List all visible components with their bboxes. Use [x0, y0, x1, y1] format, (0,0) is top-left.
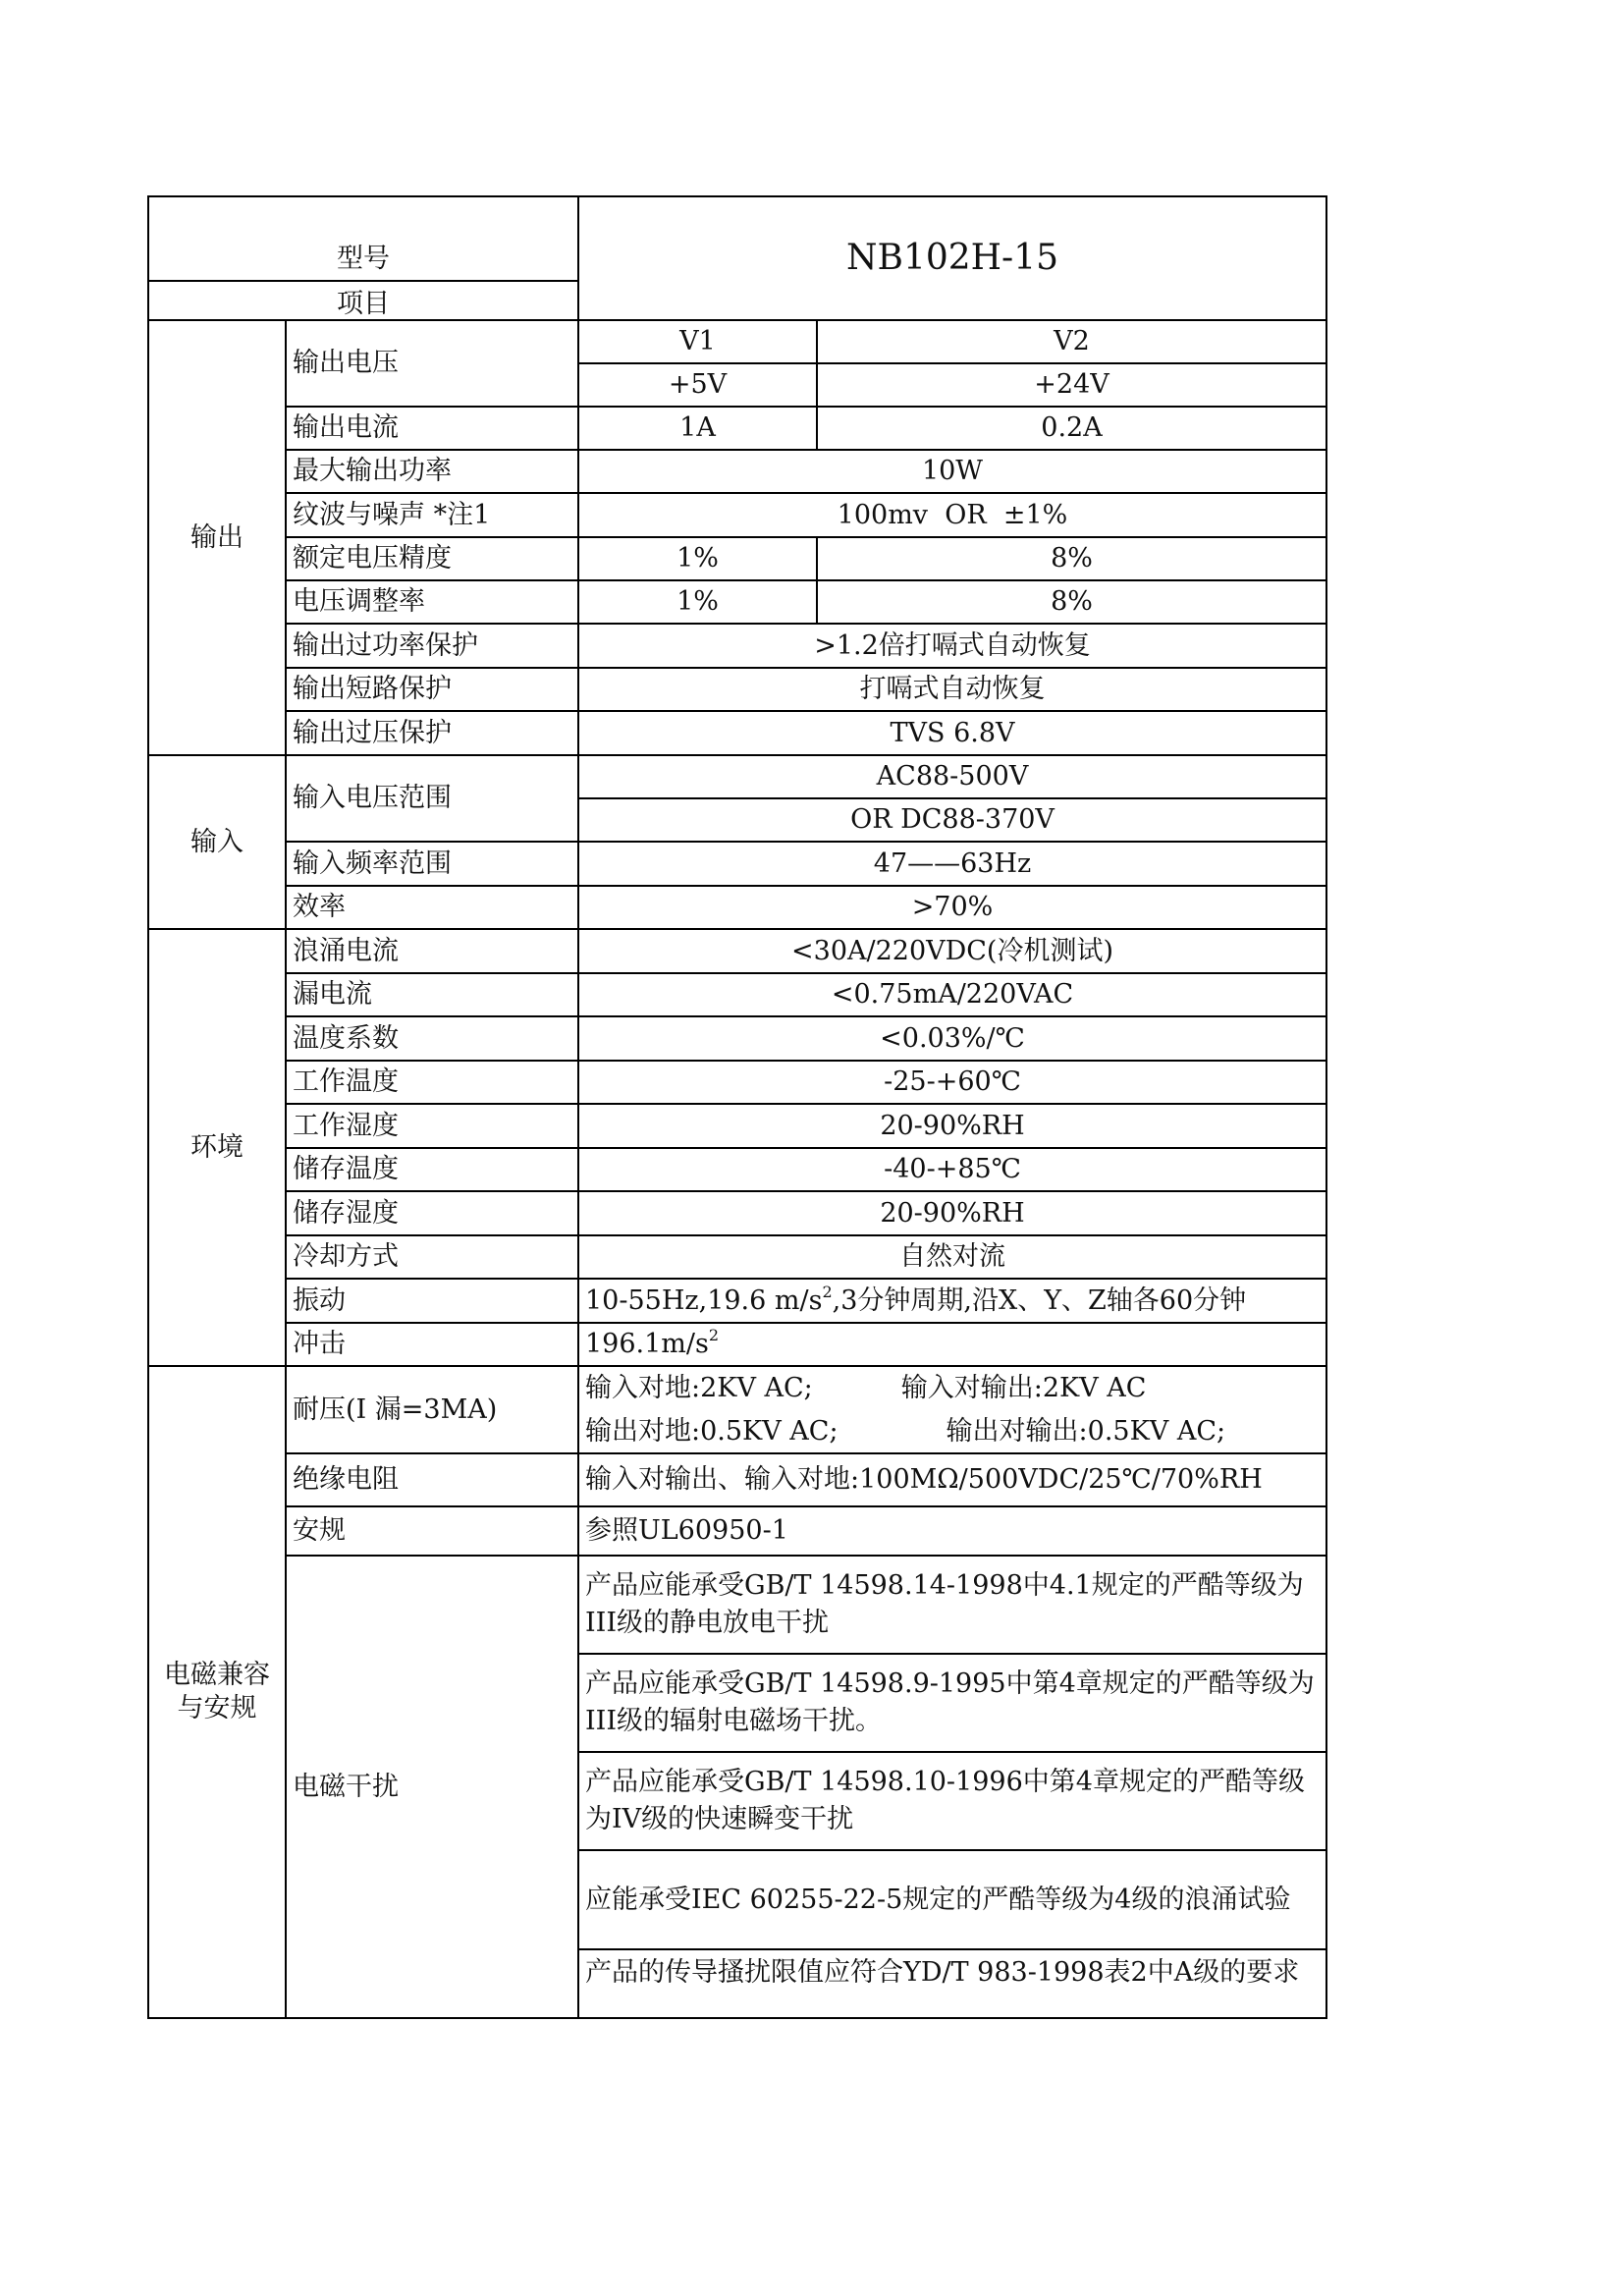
- v2-accuracy: 8%: [817, 537, 1326, 580]
- input-voltage-range-ac: AC88-500V: [578, 755, 1326, 798]
- cooling-value: 自然对流: [578, 1235, 1326, 1279]
- v1-accuracy: 1%: [578, 537, 817, 580]
- withstand-input-ground: 输入对地:2KV AC;: [585, 1373, 813, 1404]
- input-frequency-value: 47——63Hz: [578, 842, 1326, 886]
- category-environment: 环境: [148, 929, 286, 1366]
- vibration-value: [578, 1279, 1326, 1323]
- overpower-value: >1.2倍打嗝式自动恢复: [578, 624, 1326, 668]
- storage-humidity-value: 20-90%RH: [578, 1191, 1326, 1235]
- v1-regulation: 1%: [578, 580, 817, 624]
- insulation-label: 绝缘电阻: [286, 1453, 578, 1506]
- input-frequency-label: 输入频率范围: [286, 842, 578, 886]
- overpower-label: 输出过功率保护: [286, 624, 578, 668]
- storage-temp-label: 储存温度: [286, 1148, 578, 1191]
- shock-value: [578, 1323, 1326, 1366]
- shock-text: 196.1m/s: [585, 1329, 709, 1360]
- item-label: 项目: [148, 281, 578, 320]
- v2-regulation: 8%: [817, 580, 1326, 624]
- cooling-label: 冷却方式: [286, 1235, 578, 1279]
- efficiency-label: 效率: [286, 886, 578, 929]
- v2-voltage: +24V: [817, 363, 1326, 407]
- output-current-label: 输出电流: [286, 407, 578, 450]
- output-voltage-label: 输出电压: [286, 320, 578, 407]
- withstand-voltage-label: 耐压(I 漏=3MA): [286, 1366, 578, 1453]
- model-label: 型号: [148, 196, 578, 281]
- v1-current: 1A: [578, 407, 817, 450]
- max-power-value: 10W: [578, 450, 1326, 493]
- withstand-row-1: [578, 1366, 1326, 1410]
- emi-item-eft: 产品应能承受GB/T 14598.10-1996中第4章规定的严酷等级为IV级的快速瞬变干扰: [578, 1752, 1326, 1850]
- withstand-row-2: [578, 1410, 1326, 1453]
- temp-coefficient-value: <0.03%/℃: [578, 1016, 1326, 1061]
- emi-item-radiated: 产品应能承受GB/T 14598.9-1995中第4章规定的严酷等级为III级的辐射电磁场干扰。: [578, 1654, 1326, 1752]
- storage-humidity-label: 储存湿度: [286, 1191, 578, 1235]
- storage-temp-value: -40-+85℃: [578, 1148, 1326, 1191]
- shock-exponent: 2: [708, 1326, 720, 1345]
- work-humidity-label: 工作湿度: [286, 1104, 578, 1148]
- safety-value: 参照UL60950-1: [578, 1506, 1326, 1556]
- channel-v1-header: V1: [578, 320, 817, 363]
- regulation-label: 电压调整率: [286, 580, 578, 624]
- short-circuit-value: 打嗝式自动恢复: [578, 668, 1326, 711]
- category-input: 输入: [148, 755, 286, 929]
- efficiency-value: >70%: [578, 886, 1326, 929]
- insulation-value: 输入对输出、输入对地:100MΩ/500VDC/25℃/70%RH: [578, 1453, 1326, 1506]
- ripple-label: 纹波与噪声 *注1: [286, 493, 578, 537]
- vibration-exponent: 2: [822, 1282, 833, 1301]
- leakage-label: 漏电流: [286, 973, 578, 1016]
- overvoltage-label: 输出过压保护: [286, 711, 578, 755]
- inrush-label: 浪涌电流: [286, 929, 578, 973]
- vibration-text-pre: 10-55Hz,19.6 m/s: [585, 1285, 823, 1316]
- emi-label: 电磁干扰: [286, 1556, 578, 2018]
- emi-item-esd: 产品应能承受GB/T 14598.14-1998中4.1规定的严酷等级为III级的静电放电干扰: [578, 1556, 1326, 1654]
- spec-table: [147, 195, 1327, 2019]
- withstand-output-output: 输出对输出:0.5KV AC;: [946, 1415, 1226, 1447]
- vibration-text-post: ,3分钟周期,沿X、Y、Z轴各60分钟: [832, 1285, 1247, 1316]
- v2-current: 0.2A: [817, 407, 1326, 450]
- withstand-input-output: 输入对输出:2KV AC: [900, 1373, 1147, 1404]
- inrush-value: <30A/220VDC(冷机测试): [578, 929, 1326, 973]
- max-power-label: 最大输出功率: [286, 450, 578, 493]
- shock-label: 冲击: [286, 1323, 578, 1366]
- work-temp-label: 工作温度: [286, 1061, 578, 1104]
- work-humidity-value: 20-90%RH: [578, 1104, 1326, 1148]
- vibration-label: 振动: [286, 1279, 578, 1323]
- temp-coefficient-label: 温度系数: [286, 1016, 578, 1061]
- withstand-output-ground: 输出对地:0.5KV AC;: [585, 1415, 839, 1447]
- v1-voltage: +5V: [578, 363, 817, 407]
- emi-item-surge: 应能承受IEC 60255-22-5规定的严酷等级为4级的浪涌试验: [578, 1850, 1326, 1949]
- category-emc-safety: 电磁兼容与安规: [148, 1366, 286, 2018]
- short-circuit-label: 输出短路保护: [286, 668, 578, 711]
- leakage-value: <0.75mA/220VAC: [578, 973, 1326, 1016]
- input-voltage-range-dc: OR DC88-370V: [578, 798, 1326, 842]
- overvoltage-value: TVS 6.8V: [578, 711, 1326, 755]
- safety-label: 安规: [286, 1506, 578, 1556]
- category-output: 输出: [148, 320, 286, 755]
- emi-item-conducted: 产品的传导搔扰限值应符合YD/T 983-1998表2中A级的要求: [578, 1949, 1326, 2018]
- model-value: NB102H-15: [578, 196, 1326, 320]
- channel-v2-header: V2: [817, 320, 1326, 363]
- input-voltage-range-label: 输入电压范围: [286, 755, 578, 842]
- ripple-value: 100mv OR ±1%: [578, 493, 1326, 537]
- work-temp-value: -25-+60℃: [578, 1061, 1326, 1104]
- accuracy-label: 额定电压精度: [286, 537, 578, 580]
